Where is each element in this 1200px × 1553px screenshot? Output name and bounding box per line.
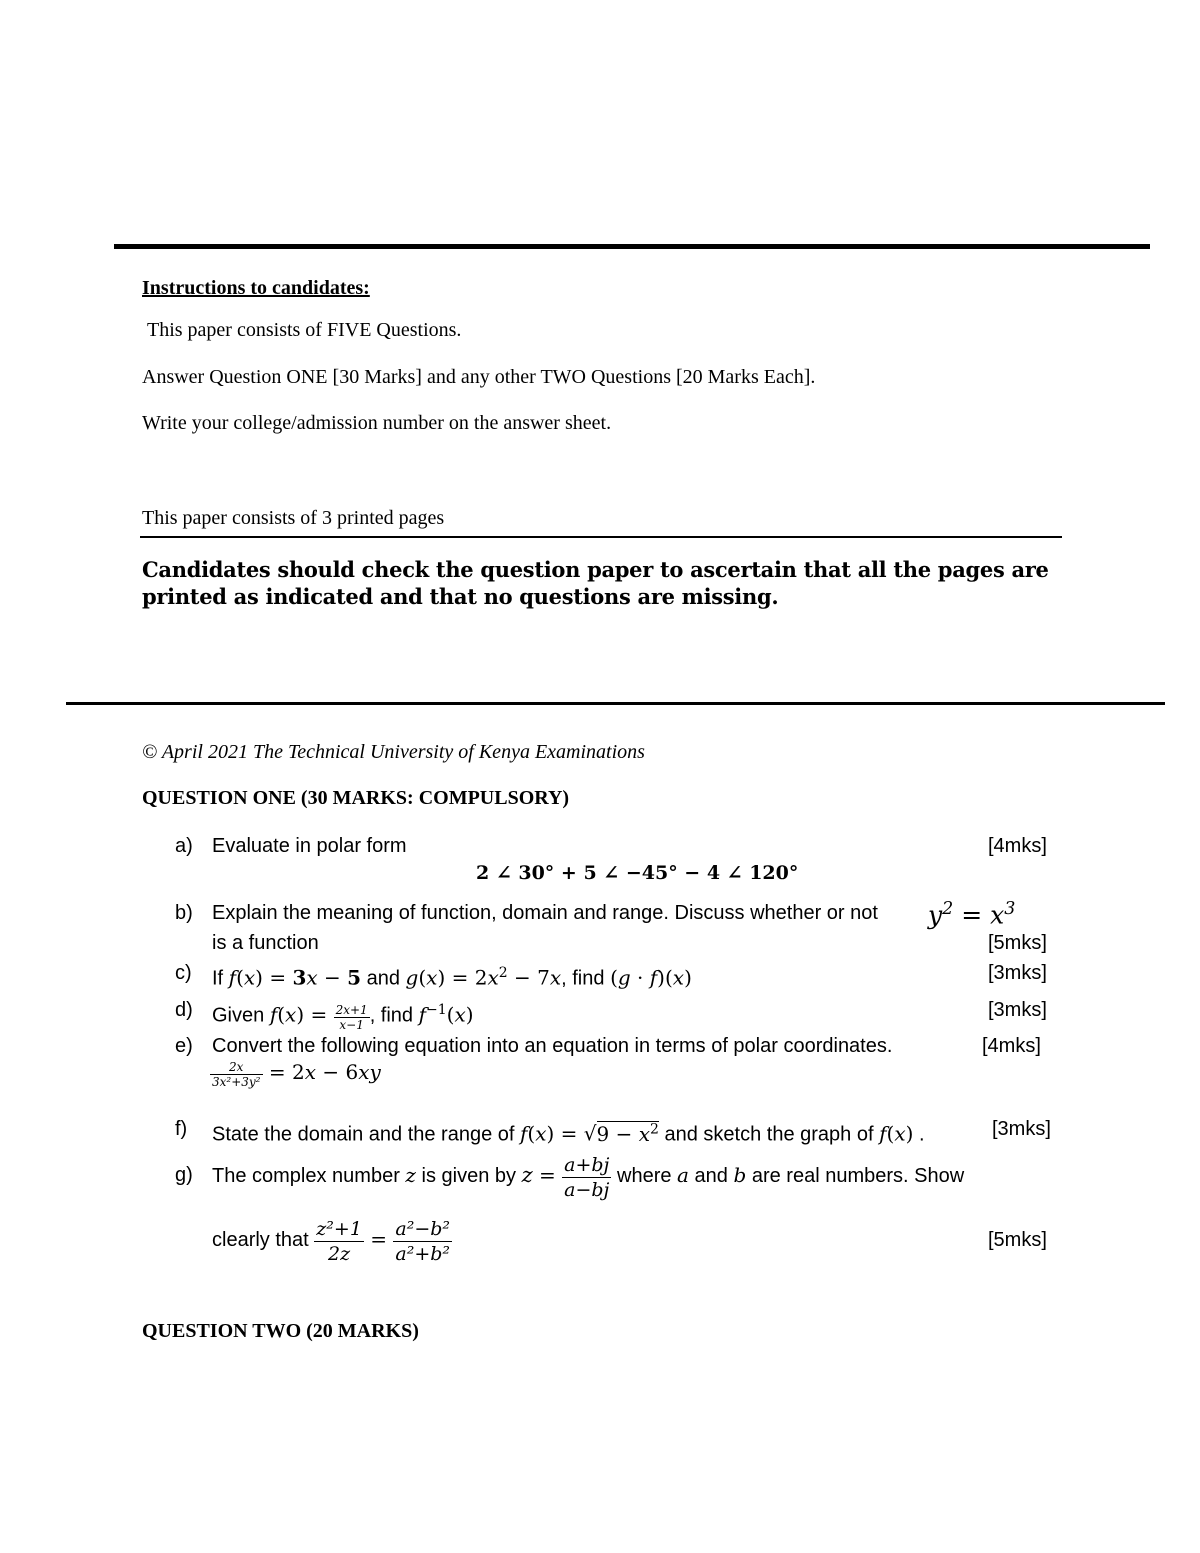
instructions-heading: Instructions to candidates: (142, 277, 370, 299)
question-one-heading: QUESTION ONE (30 MARKS: COMPULSORY) (142, 787, 570, 809)
instruction-line-3: Write your college/admission number on the answer sheet. (142, 412, 612, 434)
item-d-marks: [3mks] (988, 999, 1047, 1021)
instruction-line-1: This paper consists of FIVE Questions. (147, 319, 462, 341)
item-f-label: f) (175, 1118, 188, 1140)
item-e-label: e) (175, 1035, 193, 1057)
pages-note: This paper consists of 3 printed pages (142, 507, 445, 529)
item-c-marks: [3mks] (988, 962, 1047, 984)
item-b-text: Explain the meaning of function, domain and range. Discuss whether or not (212, 902, 878, 924)
check-note: Candidates should check the question paper to ascertain that all the pages are printed as indicated and that no questions are missing. (142, 557, 1049, 609)
copyright-line: © April 2021 The Technical University of Kenya Examinations (142, 741, 645, 763)
item-e-text: Convert the following equation into an equation in terms of polar coordinates. (212, 1035, 893, 1057)
item-f-text: State the domain and the range of $f(x) = √9 - x^2$ and sketch the graph of f(x) . (212, 1121, 925, 1146)
item-b-label: b) (175, 902, 193, 924)
item-g-label: g) (175, 1164, 193, 1186)
question-two-heading: QUESTION TWO (20 MARKS) (142, 1320, 419, 1342)
item-a-expression: 2 ∠ 30° + 5 ∠ −45° − 4 ∠ 120° (476, 862, 799, 884)
item-d-text: Given f(x) = $\frac{2x+1}{x-1}$ , find $f^{-1}(x)$ (212, 1002, 474, 1032)
item-g-text: The complex number z is given by z = $\frac{a+bj}{a-bj}$ where a and b are real numbers. Show (212, 1153, 965, 1201)
mid-rule (140, 536, 1062, 538)
item-c-label: c) (175, 962, 192, 984)
item-g-show: clearly that $\frac{\text{z²+1}}{2z}$ = $\frac{\text{a²−b²}}{\text{a²+b²}}$ (212, 1217, 451, 1265)
item-e-marks: [4mks] (982, 1035, 1041, 1057)
item-b-equation: $y^2 = x^3$ (928, 899, 1016, 930)
item-a-text: Evaluate in polar form (212, 835, 407, 857)
item-b-marks: [5mks] (988, 932, 1047, 954)
lower-rule (66, 702, 1165, 705)
item-b-text-cont: is a function (212, 932, 319, 954)
item-g-marks: [5mks] (988, 1229, 1047, 1251)
item-a-marks: [4mks] (988, 835, 1047, 857)
item-d-label: d) (175, 999, 193, 1021)
item-c-text: If f(x) = 3x − 5 and $g(x) = 2x^2 - 7x$, find (g · f)(x) (212, 965, 692, 990)
instruction-line-2: Answer Question ONE [30 Marks] and any other TWO Questions [20 Marks Each]. (142, 366, 816, 388)
item-f-marks: [3mks] (992, 1118, 1051, 1140)
item-d-fraction: $\frac{2x+1}{x-1}$ (335, 1002, 368, 1032)
top-rule (114, 244, 1150, 249)
item-a-label: a) (175, 835, 193, 857)
item-e-equation: $\frac{2x}{\text{3x²+3y²}}$ = 2x − 6xy (212, 1060, 381, 1089)
